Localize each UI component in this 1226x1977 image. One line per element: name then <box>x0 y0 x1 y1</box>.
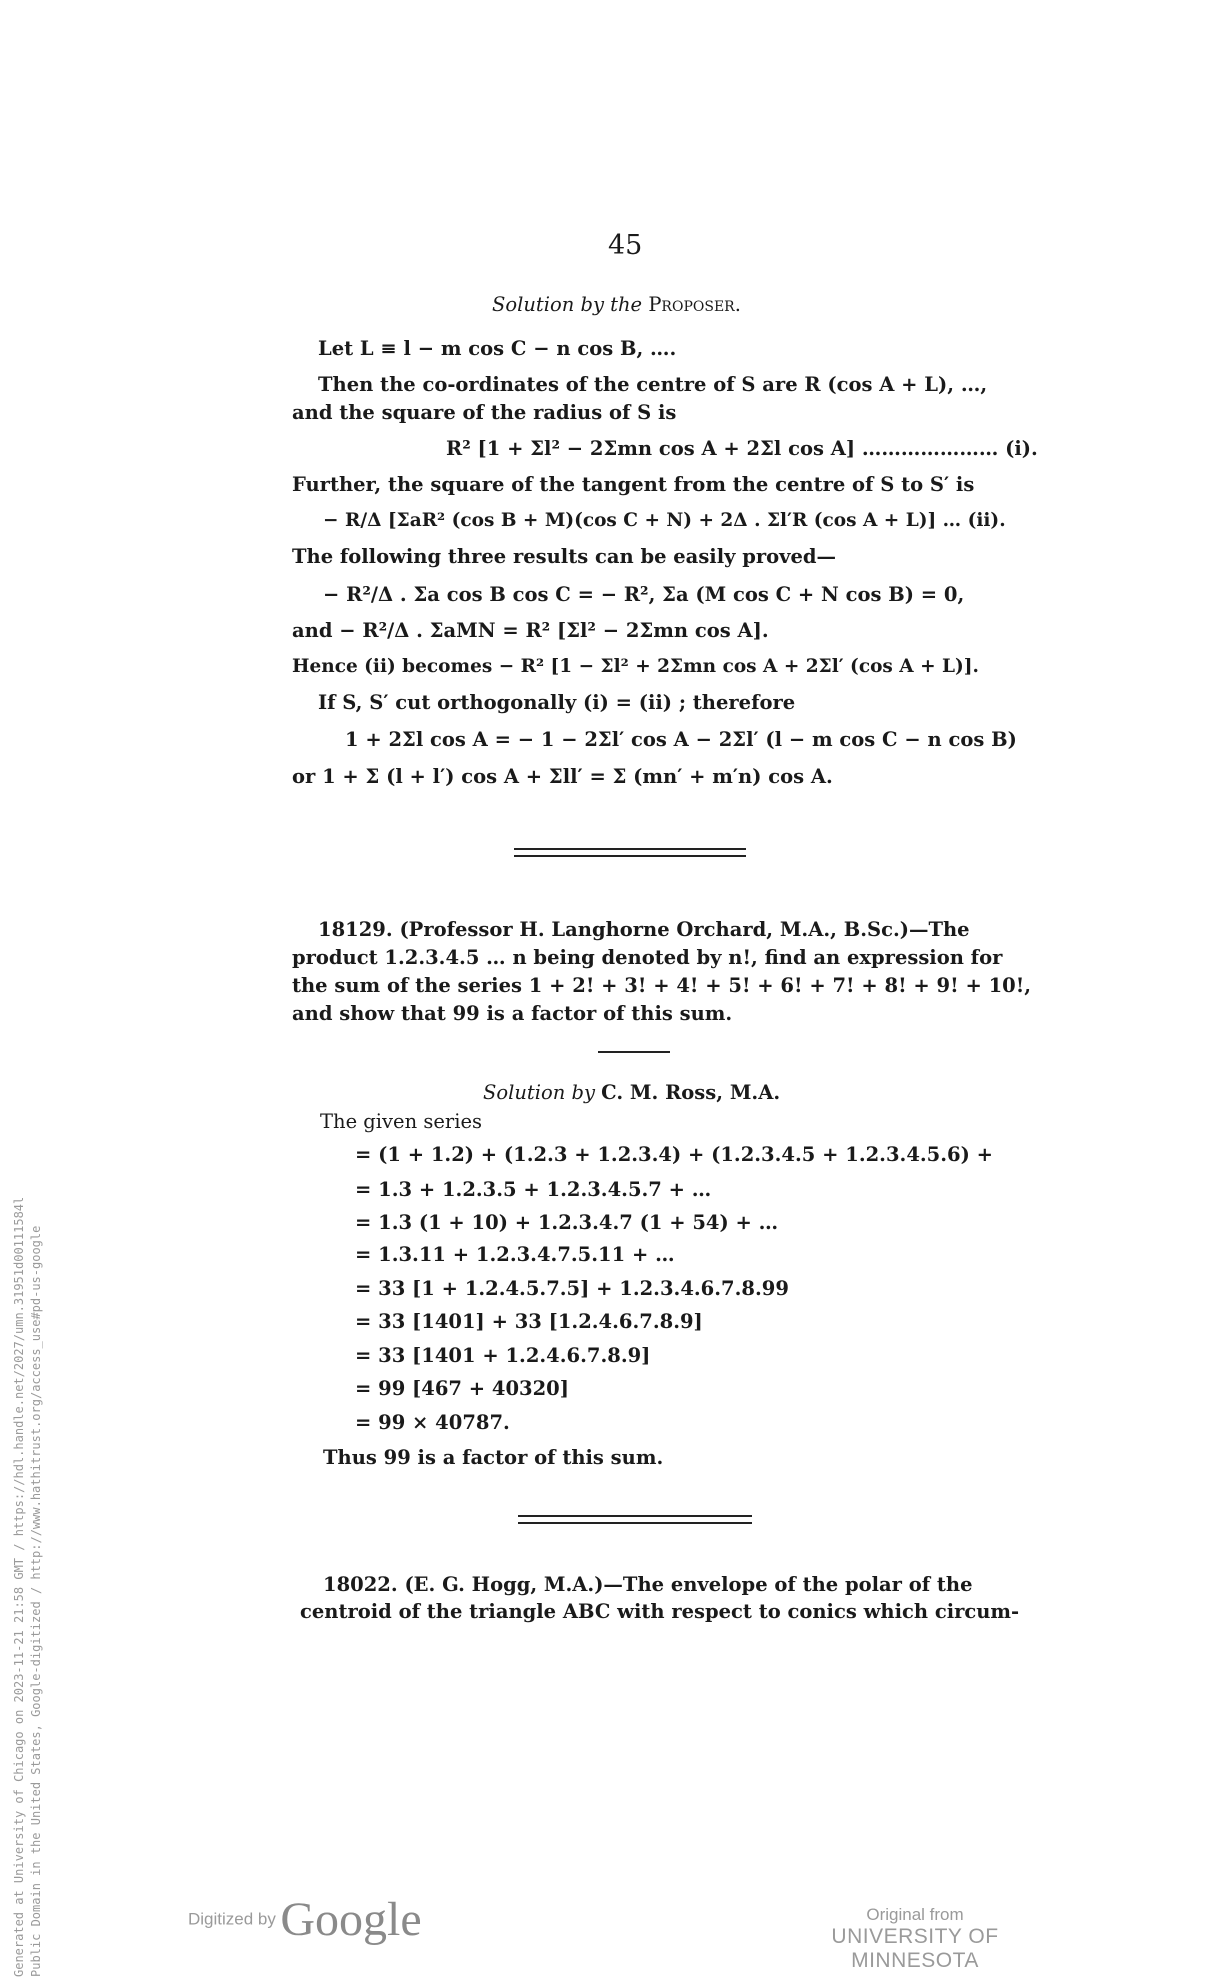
solution-heading-name: Proposer. <box>648 293 741 316</box>
solution-heading-2 <box>483 1081 780 1105</box>
equation-line: − R²/Δ . Σa cos B cos C = − R², Σa (M cos C + N cos B) = 0, <box>323 583 965 606</box>
equation-line: Hence (ii) becomes − R² [1 − Σl² + 2Σmn cos A + 2Σl′ (cos A + L)]. <box>292 656 979 677</box>
equation-line: and − R²/Δ . ΣaMN = R² [Σl² − 2Σmn cos A]. <box>292 619 769 642</box>
equation-line: = 33 [1401] + 33 [1.2.4.6.7.8.9] <box>355 1310 703 1333</box>
watermark-line: Generated at University of Chicago on 2023-11-21 21:58 GMT / https://hdl.handle.net/2027/umn.31951d00111584l <box>12 1196 26 1977</box>
equation-line: R² [1 + Σl² − 2Σmn cos A + 2Σl cos A] ………………… (i). <box>446 437 1038 460</box>
original-from <box>780 1905 1050 1973</box>
problem-line: the sum of the series 1 + 2! + 3! + 4! + 5! + 6! + 7! + 8! + 9! + 10!, <box>292 974 1032 997</box>
problem-text: (E. G. Hogg, M.A.)—The envelope of the polar of the <box>404 1573 973 1596</box>
problem-line <box>318 918 970 942</box>
equation-line: = 99 × 40787. <box>355 1411 510 1434</box>
equation-line: = 1.3.11 + 1.2.3.4.7.5.11 + … <box>355 1243 675 1266</box>
text-line: The given series <box>320 1110 482 1133</box>
equation-line: = 1.3 + 1.2.3.5 + 1.2.3.4.5.7 + … <box>355 1178 712 1201</box>
equation-line: − R/Δ [ΣaR² (cos B + M)(cos C + N) + 2Δ . Σl′R (cos A + L)] … (ii). <box>323 510 1006 531</box>
problem-line: product 1.2.3.4.5 … n being denoted by n!, find an expression for <box>292 946 1003 969</box>
text-line: and the square of the radius of S is <box>292 401 677 424</box>
text-line: If S, S′ cut orthogonally (i) = (ii) ; therefore <box>318 691 796 714</box>
problem-line: centroid of the triangle ABC with respect to conics which circum- <box>300 1600 1020 1623</box>
problem-text: (Professor H. Langhorne Orchard, M.A., B.Sc.)—The <box>399 918 970 941</box>
solution-heading-name: C. M. Ross, M.A. <box>601 1081 781 1104</box>
text-line: Then the co-ordinates of the centre of S are R (cos A + L), …, <box>318 373 988 396</box>
institution-name: UNIVERSITY OF MINNESOTA <box>831 1925 999 1972</box>
google-logo: Google <box>280 1893 422 1946</box>
solution-heading-prefix: Solution by the <box>492 293 643 316</box>
equation-line: = (1 + 1.2) + (1.2.3 + 1.2.3.4) + (1.2.3.4.5 + 1.2.3.4.5.6) + <box>355 1143 993 1166</box>
section-divider <box>514 848 746 850</box>
text-line: Thus 99 is a factor of this sum. <box>323 1446 664 1469</box>
text-line: Further, the square of the tangent from the centre of S to S′ is <box>292 473 975 496</box>
text-line: The following three results can be easily proved— <box>292 545 837 568</box>
text-line: Let L ≡ l − m cos C − n cos B, …. <box>318 337 677 360</box>
digitized-by-label: Digitized by <box>188 1909 276 1929</box>
problem-number: 18022. <box>323 1573 398 1596</box>
digitized-by-google <box>188 1892 422 1947</box>
problem-line: and show that 99 is a factor of this sum. <box>292 1002 733 1025</box>
watermark-sidebar <box>11 1177 45 1977</box>
section-divider <box>518 1515 752 1517</box>
equation-line: = 1.3 (1 + 10) + 1.2.3.4.7 (1 + 54) + … <box>355 1211 779 1234</box>
page-number: 45 <box>608 230 643 261</box>
problem-number: 18129. <box>318 918 393 941</box>
section-divider <box>518 1522 752 1524</box>
solution-heading-1 <box>492 293 741 317</box>
problem-line <box>323 1573 972 1597</box>
equation-line: = 33 [1 + 1.2.4.5.7.5] + 1.2.3.4.6.7.8.99 <box>355 1277 789 1300</box>
solution-heading-prefix: Solution by <box>483 1081 595 1104</box>
equation-line: 1 + 2Σl cos A = − 1 − 2Σl′ cos A − 2Σl′ (l − m cos C − n cos B) <box>345 728 1017 751</box>
equation-line: = 99 [467 + 40320] <box>355 1377 569 1400</box>
equation-line: or 1 + Σ (l + l′) cos A + Σll′ = Σ (mn′ + m′n) cos A. <box>292 765 833 788</box>
equation-line: = 33 [1401 + 1.2.4.6.7.8.9] <box>355 1344 651 1367</box>
watermark-line: Public Domain in the United States, Google-digitized / http://www.hathitrust.org/access_use#pd-us-google <box>29 1225 43 1977</box>
section-divider <box>514 855 746 857</box>
original-from-label: Original from <box>866 1905 964 1924</box>
short-rule <box>598 1051 670 1053</box>
